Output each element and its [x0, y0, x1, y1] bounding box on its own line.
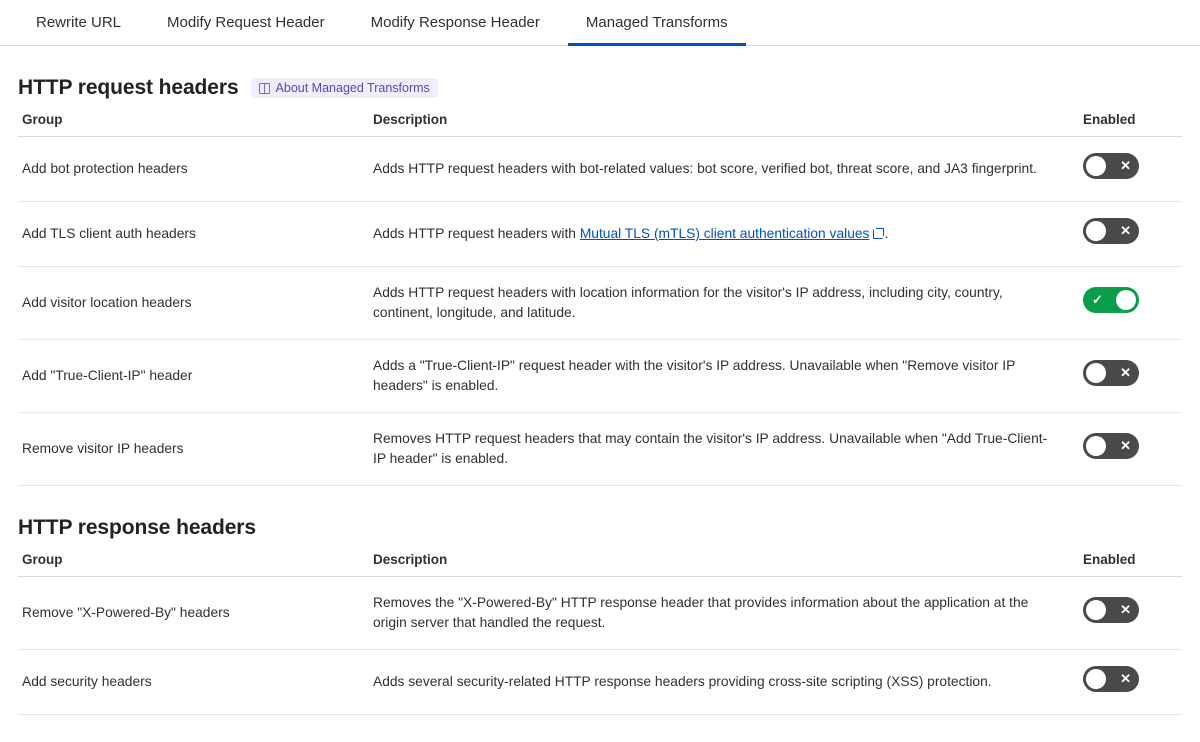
- toggle-add-tls-client-auth-headers[interactable]: [1083, 218, 1139, 244]
- toggle-off-icon: ✕: [1120, 223, 1131, 238]
- row-group-label: Remove "X-Powered-By" headers: [18, 577, 373, 650]
- column-header-enabled: Enabled: [1083, 112, 1182, 137]
- toggle-remove-x-powered-by-headers[interactable]: [1083, 597, 1139, 623]
- tab-rewrite-url[interactable]: Rewrite URL: [36, 14, 122, 31]
- tab-modify-request-header[interactable]: Modify Request Header: [167, 14, 325, 31]
- row-group-label: Add TLS client auth headers: [18, 202, 373, 267]
- column-header-group: Group: [18, 552, 373, 577]
- row-group-label: Add visitor location headers: [18, 267, 373, 340]
- row-group-label: Add bot protection headers: [18, 137, 373, 202]
- toggle-off-icon: ✕: [1120, 158, 1131, 173]
- toggle-off-icon: ✕: [1120, 602, 1131, 617]
- toggle-add-true-client-ip-header[interactable]: [1083, 360, 1139, 386]
- column-header-enabled: Enabled: [1083, 552, 1182, 577]
- row-group-label: Add "True-Client-IP" header: [18, 340, 373, 413]
- column-header-group: Group: [18, 112, 373, 137]
- column-header-description: Description: [373, 112, 1083, 137]
- about-managed-transforms-link[interactable]: [251, 78, 438, 98]
- toggle-remove-visitor-ip-headers[interactable]: [1083, 433, 1139, 459]
- table-row: [18, 577, 1182, 650]
- row-description: Adds several security-related HTTP response headers providing cross-site scripting (XSS) protection.: [373, 650, 1083, 715]
- table-row: [18, 267, 1182, 340]
- row-enabled-cell: [1083, 340, 1182, 413]
- description-prefix: Adds HTTP request headers with: [373, 226, 580, 241]
- toggle-off-icon: ✕: [1120, 438, 1131, 453]
- response-section-title: HTTP response headers: [18, 516, 256, 539]
- table-row: [18, 340, 1182, 413]
- about-managed-transforms-label: About Managed Transforms: [275, 81, 430, 95]
- toggle-on-icon: ✓: [1092, 292, 1103, 307]
- toggle-off-icon: ✕: [1120, 365, 1131, 380]
- toggle-knob: [1086, 221, 1106, 241]
- toggle-knob: [1086, 436, 1106, 456]
- row-description: Adds HTTP request headers with location information for the visitor's IP address, including city, country, continent, longitude, and latitude.: [373, 267, 1083, 340]
- response-headers-table: [18, 552, 1182, 715]
- description-suffix: .: [884, 226, 889, 241]
- table-row: [18, 137, 1182, 202]
- mtls-docs-link[interactable]: Mutual TLS (mTLS) client authentication values: [579, 226, 870, 241]
- table-header-row: [18, 552, 1182, 577]
- tab-modify-response-header[interactable]: Modify Response Header: [370, 14, 540, 31]
- http-request-headers-section: [0, 76, 1200, 486]
- toggle-knob: [1086, 669, 1106, 689]
- toggle-off-icon: ✕: [1120, 671, 1131, 686]
- http-response-headers-section: [0, 516, 1200, 715]
- row-enabled-cell: [1083, 413, 1182, 486]
- external-link-icon: [873, 228, 884, 239]
- toggle-knob: [1086, 363, 1106, 383]
- request-headers-table: [18, 112, 1182, 486]
- column-header-description: Description: [373, 552, 1083, 577]
- row-group-label: Add security headers: [18, 650, 373, 715]
- toggle-knob: [1086, 156, 1106, 176]
- table-row: [18, 650, 1182, 715]
- row-description: Adds a "True-Client-IP" request header with the visitor's IP address. Unavailable when "Remove visitor IP headers" is enabled.: [373, 340, 1083, 413]
- row-group-label: Remove visitor IP headers: [18, 413, 373, 486]
- table-header-row: [18, 112, 1182, 137]
- page-title: HTTP request headers: [18, 76, 239, 99]
- toggle-add-security-headers[interactable]: [1083, 666, 1139, 692]
- row-enabled-cell: [1083, 650, 1182, 715]
- row-description: Removes the "X-Powered-By" HTTP response header that provides information about the application at the origin server that handled the request.: [373, 577, 1083, 650]
- row-description: Removes HTTP request headers that may contain the visitor's IP address. Unavailable when "Add True-Client-IP header" is enabled.: [373, 413, 1083, 486]
- request-section-header: [18, 76, 1182, 100]
- row-description: Adds HTTP request headers with bot-related values: bot score, verified bot, threat score, and JA3 fingerprint.: [373, 137, 1083, 202]
- row-enabled-cell: [1083, 267, 1182, 340]
- row-description: [373, 202, 1083, 267]
- toggle-knob: [1116, 290, 1136, 310]
- row-enabled-cell: [1083, 577, 1182, 650]
- response-section-header: [18, 516, 1182, 540]
- toggle-add-visitor-location-headers[interactable]: [1083, 287, 1139, 313]
- toggle-knob: [1086, 600, 1106, 620]
- table-row: [18, 413, 1182, 486]
- transform-rules-tabs: [0, 0, 1200, 46]
- toggle-add-bot-protection-headers[interactable]: [1083, 153, 1139, 179]
- row-enabled-cell: [1083, 202, 1182, 267]
- book-icon: [259, 83, 270, 94]
- table-row: [18, 202, 1182, 267]
- tab-managed-transforms[interactable]: Managed Transforms: [568, 14, 746, 46]
- row-enabled-cell: [1083, 137, 1182, 202]
